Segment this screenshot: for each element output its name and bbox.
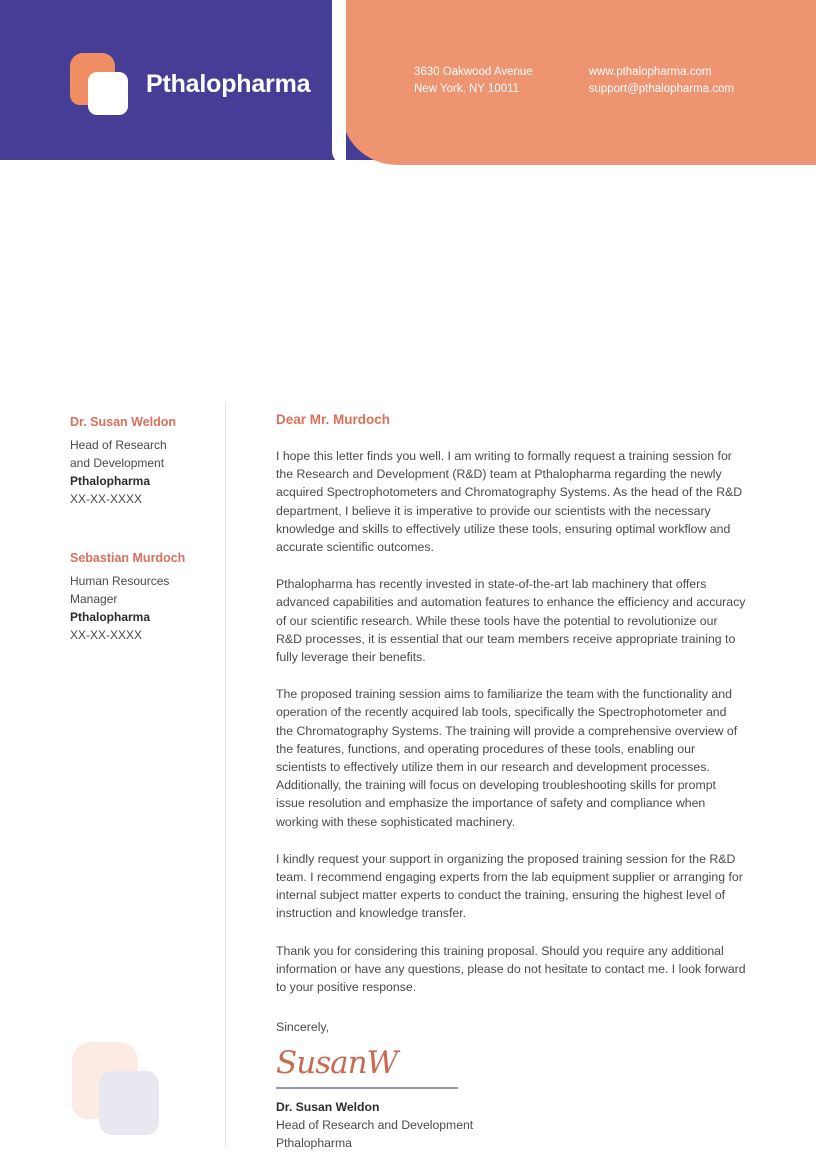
header-panel-gap xyxy=(332,0,346,165)
signature-name: Dr. Susan Weldon xyxy=(276,1100,380,1115)
letter-paragraph-4: I kindly request your support in organizing the proposed training session for the R&D team. I recommend engaging experts from the lab equipment supplier or arranging for internal subject matter experts to conduct the training, ensuring the highest level of instruction and knowledge transfer. xyxy=(276,851,743,921)
sender-block xyxy=(70,414,210,508)
signature-role: Head of Research and Development xyxy=(276,1118,474,1133)
letter-closing: Sincerely, xyxy=(276,1020,330,1035)
watermark-gray-square xyxy=(99,1071,159,1135)
letter-paragraph-2: Pthalopharma has recently invested in state-of-the-art lab machinery that offers advanced capabilities and automation features to enhance the efficiency and accuracy of our scientific research. While these tools have the potential to revolutionize our R&D processes, it is essential that our team members receive appropriate training to fully leverage their benefits. xyxy=(276,577,746,665)
sender-role-line2: and Development xyxy=(70,456,165,470)
recipient-block xyxy=(70,550,210,644)
handwritten-signature: SusanW xyxy=(276,1045,398,1082)
recipient-role-line2: Manager xyxy=(70,592,118,606)
contact-web-column xyxy=(589,64,734,98)
contact-address-line1: 3630 Oakwood Avenue xyxy=(414,66,533,78)
letter-salutation: Dear Mr. Murdoch xyxy=(276,412,391,427)
vertical-divider xyxy=(225,402,226,1147)
recipient-phone: XX-XX-XXXX xyxy=(70,628,143,642)
sidebar-parties xyxy=(70,414,210,686)
recipient-company: Pthalopharma xyxy=(70,610,151,624)
contact-website[interactable]: www.pthalopharma.com xyxy=(588,66,712,78)
letter-paragraph-5: Thank you for considering this training proposal. Should you require any additional information or have any questions, please do not hesitate to contact me. I look forward to your positive response. xyxy=(276,943,746,995)
recipient-role-line1: Human Resources xyxy=(70,574,170,588)
company-logo xyxy=(70,50,311,118)
sender-phone: XX-XX-XXXX xyxy=(70,492,143,506)
contact-address-line2: New York, NY 10011 xyxy=(414,83,520,95)
signature-rule xyxy=(276,1087,458,1089)
letterhead-header xyxy=(0,0,816,166)
signature-company: Pthalopharma xyxy=(276,1136,352,1151)
logo-mark-icon xyxy=(70,53,132,115)
sender-company: Pthalopharma xyxy=(70,474,151,488)
document-body xyxy=(0,166,816,1151)
letter-content xyxy=(276,412,746,1152)
sender-name: Dr. Susan Weldon xyxy=(70,415,177,429)
header-contact-info xyxy=(414,64,734,98)
recipient-name: Sebastian Murdoch xyxy=(70,551,186,565)
logo-watermark-icon xyxy=(72,1042,164,1142)
logo-wordmark: Pthalopharma xyxy=(146,69,311,98)
contact-email[interactable]: support@pthalopharma.com xyxy=(588,83,734,95)
letter-paragraph-1: I hope this letter finds you well. I am writing to formally request a training session for the Research and Development (R&D) team at Pthalopharma regarding the newly acquired Spectrophotometers and Chromatography Systems. As the head of the R&D department, I believe it is imperative to provide our scientists with the necessary knowledge and skills to effectively utilize these tools, ensuring optimal workflow and accurate scientific outcomes. xyxy=(276,449,743,555)
logo-white-square xyxy=(88,72,128,115)
sender-role-line1: Head of Research xyxy=(70,438,167,452)
contact-address-column xyxy=(414,64,533,98)
letter-paragraph-3: The proposed training session aims to familiarize the team with the functionality and operation of the recently acquired lab tools, specifically the Spectrophotometer and the Chromatography Systems. The training will provide a comprehensive overview of the features, functions, and operating procedures of these tools, enabling our scientists to effectively utilize them in our research and development processes. Additionally, the training will focus on developing troubleshooting skills for prompt issue resolution and emphasize the importance of safety and compliance when working with these sophisticated machinery. xyxy=(276,687,738,829)
